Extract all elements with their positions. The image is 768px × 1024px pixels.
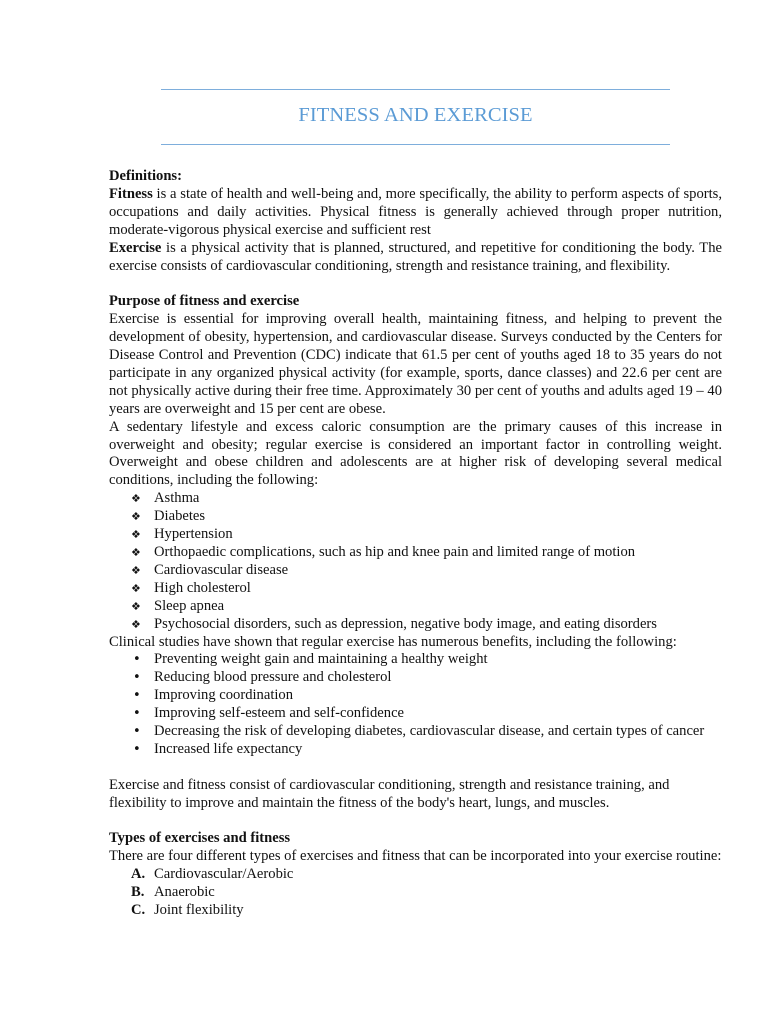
- list-item: ❖ Hypertension: [131, 526, 233, 543]
- list-item: • Reducing blood pressure and cholesterol: [133, 669, 392, 686]
- page-title: FITNESS AND EXERCISE: [298, 104, 533, 126]
- purpose-heading: Purpose of fitness and exercise: [109, 293, 300, 310]
- diamond-bullet-icon: ❖: [131, 599, 141, 613]
- summary-paragraph: Exercise and fitness consist of cardiovascular conditioning, strength and resistance training, and flexibility to improve and maintain the fitness of the body's heart, lungs, and muscles.: [109, 776, 670, 811]
- title-top-rule: [161, 89, 670, 90]
- list-item: C. Joint flexibility: [131, 902, 244, 919]
- round-bullet-icon: •: [133, 706, 141, 722]
- list-item: B. Anaerobic: [131, 884, 215, 901]
- list-item: ❖ Psychosocial disorders, such as depression, negative body image, and eating disorders: [131, 615, 657, 632]
- diamond-bullet-icon: ❖: [131, 563, 141, 577]
- exercise-term: Exercise: [109, 239, 162, 256]
- benefits-list: [109, 651, 722, 758]
- round-bullet-icon: •: [133, 652, 141, 668]
- types-heading: Types of exercises and fitness: [109, 830, 291, 847]
- round-bullet-icon: •: [133, 741, 141, 757]
- list-item: ❖ Sleep apnea: [131, 597, 225, 614]
- list-marker: B.: [131, 884, 145, 901]
- round-bullet-icon: •: [133, 688, 141, 704]
- purpose-paragraph-1: Exercise is essential for improving overall health, maintaining fitness, and helping to prevent the development of obesity, hypertension, and cardiovascular disease. Surveys conducted by the Centers for Disease Control and Prevention (CDC) indicate that 61.5 per cent of youths aged 18 to 35 years do not participate in any organized physical activity (for example, sports, dance classes) and 22.6 per cent are not physically active during their free time. Approximately 30 per cent of youths and adults aged 19 – 40 years are overweight and 15 per cent are obese.: [109, 311, 722, 417]
- list-item: • Decreasing the risk of developing diabetes, cardiovascular disease, and certain types of cancer: [133, 723, 705, 740]
- fitness-term: Fitness: [109, 185, 153, 202]
- benefits-intro: Clinical studies have shown that regular exercise has numerous benefits, including the following:: [109, 633, 677, 650]
- conditions-list: [109, 490, 722, 633]
- diamond-bullet-icon: ❖: [131, 581, 141, 595]
- diamond-bullet-icon: ❖: [131, 510, 141, 524]
- document-body: [109, 168, 722, 920]
- round-bullet-icon: •: [133, 670, 141, 686]
- types-list: [109, 866, 722, 920]
- diamond-bullet-icon: ❖: [131, 528, 141, 542]
- list-item: ❖ Asthma: [131, 490, 200, 507]
- list-item: • Improving coordination: [133, 687, 294, 704]
- diamond-bullet-icon: ❖: [131, 546, 141, 560]
- list-item: • Improving self-esteem and self-confidence: [133, 705, 405, 722]
- list-item: ❖ Diabetes: [131, 508, 206, 525]
- fitness-definition-text: is a state of health and well-being and, more specifically, the ability to perform aspects of sports, occupations and daily activities. Physical fitness is generally achieved through proper nutrition, moderate-vigorous physical exercise and sufficient rest: [109, 185, 722, 238]
- types-intro: There are four different types of exercises and fitness that can be incorporated into your exercise routine:: [109, 848, 722, 865]
- list-item: • Increased life expectancy: [133, 740, 303, 757]
- diamond-bullet-icon: ❖: [131, 617, 141, 631]
- diamond-bullet-icon: ❖: [131, 492, 141, 506]
- list-item: A. Cardiovascular/Aerobic: [131, 866, 294, 883]
- list-marker: C.: [131, 902, 146, 919]
- exercise-definition-text: is a physical activity that is planned, structured, and repetitive for conditioning the body. The exercise consists of cardiovascular conditioning, strength and resistance training, and flexibility.: [109, 239, 722, 274]
- exercise-definition: [109, 240, 722, 276]
- list-item: ❖ Orthopaedic complications, such as hip and knee pain and limited range of motion: [131, 544, 636, 561]
- round-bullet-icon: •: [133, 724, 141, 740]
- list-item: ❖ Cardiovascular disease: [131, 561, 289, 578]
- list-marker: A.: [131, 866, 146, 883]
- title-bottom-rule: [161, 144, 670, 145]
- list-item: • Preventing weight gain and maintaining a healthy weight: [133, 651, 488, 668]
- purpose-paragraph-2: A sedentary lifestyle and excess caloric consumption are the primary causes of this increase in overweight and obesity; regular exercise is considered an important factor in controlling weight. Overweight and obese children and adolescents are at higher risk of developing several medical conditions, including the following:: [109, 418, 722, 489]
- list-item: ❖ High cholesterol: [131, 579, 251, 596]
- definitions-heading: Definitions:: [109, 168, 182, 184]
- fitness-definition: [109, 186, 722, 240]
